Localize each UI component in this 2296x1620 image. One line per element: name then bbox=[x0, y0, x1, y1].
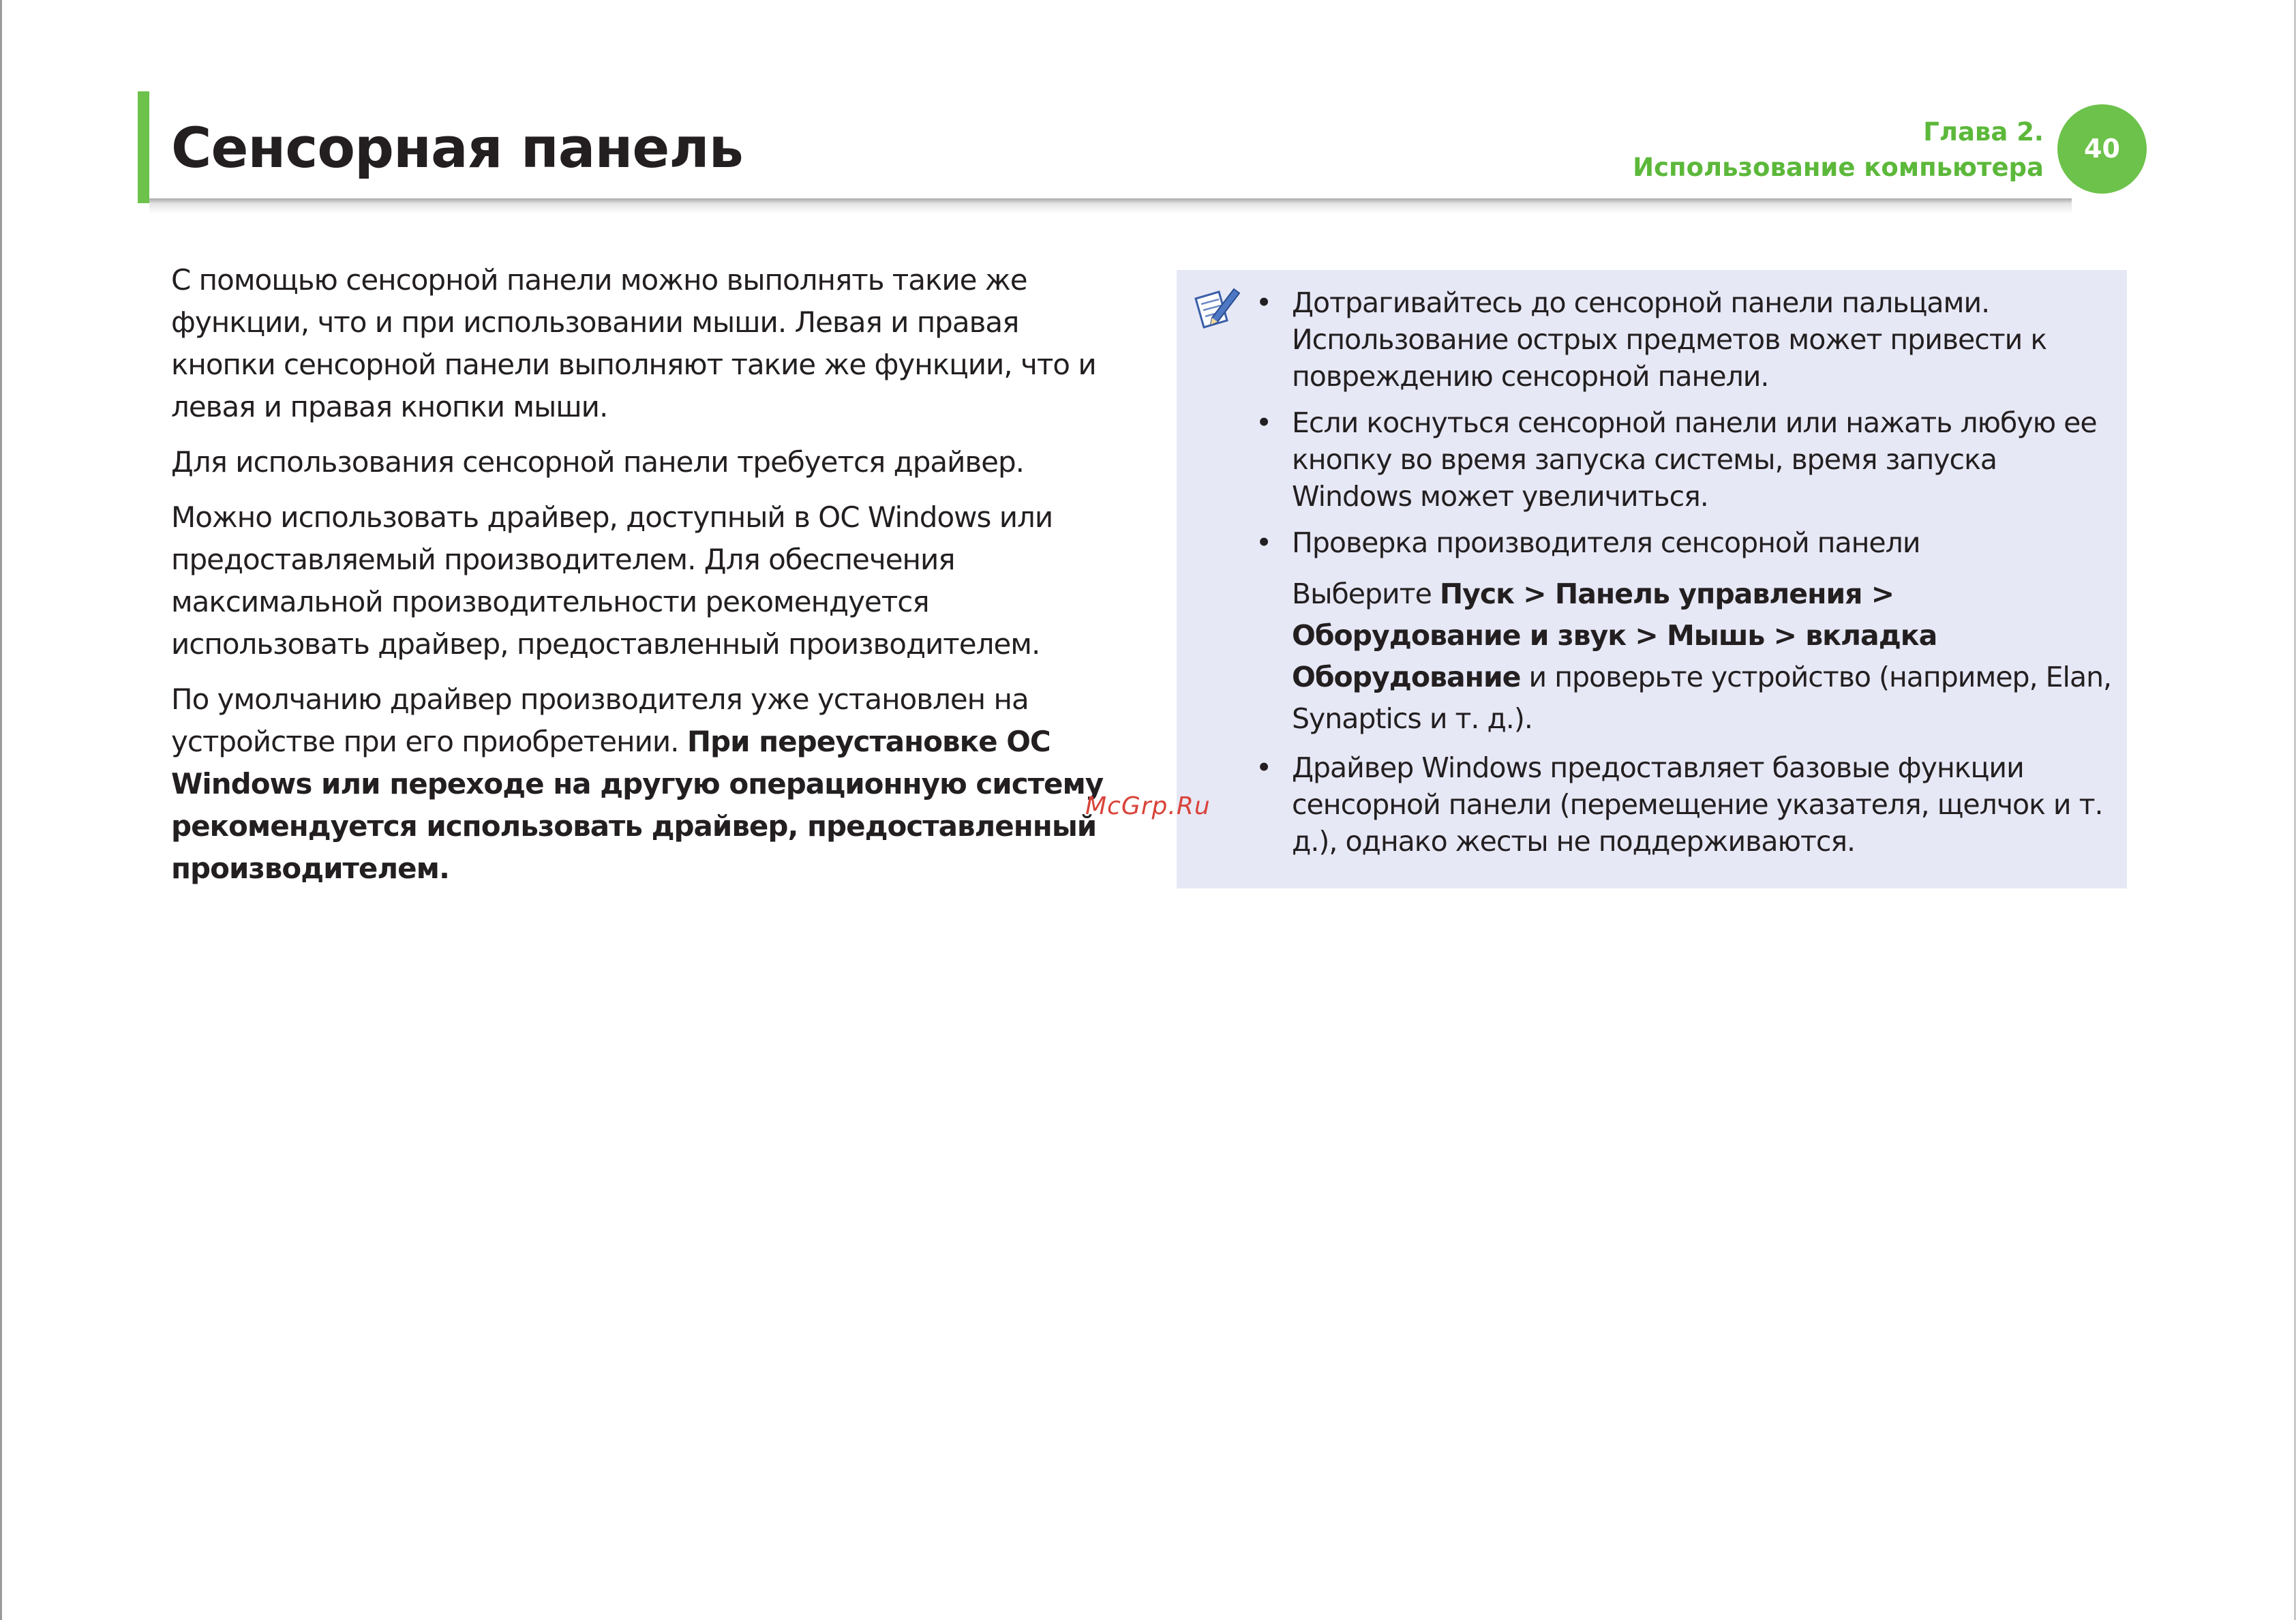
paragraph-driver-required: Для использования сенсорной панели требуется драйвер. bbox=[171, 445, 1025, 479]
note-list bbox=[1254, 284, 2112, 869]
paragraph-intro: С помощью сенсорной панели можно выполнять такие же функции, что и при использовании мыши. Левая и правая кнопки сенсорной панели выполняют такие же функции, что и левая и правая кнопки мыши. bbox=[171, 263, 1096, 423]
path-prefix: Выберите bbox=[1292, 578, 1432, 610]
note-item bbox=[1254, 284, 2112, 395]
note-subtext-path bbox=[1292, 573, 2112, 740]
default-driver-text: По умолчанию драйвер производителя уже установлен на устройстве при его приобретении. bbox=[171, 682, 1029, 758]
paragraph-driver-options: Можно использовать драйвер, доступный в ОС Windows или предоставляемый производителем. Для обеспечения максимальной производительности рекомендуется использовать драйвер, предоставленный производителем. bbox=[171, 500, 1053, 661]
chapter-label bbox=[1633, 115, 2044, 185]
note-text-windows-driver: Драйвер Windows предоставляет базовые функции сенсорной панели (перемещение указателя, щелчок и т. д.), однако жесты не поддерживаются. bbox=[1292, 751, 2103, 858]
body-text bbox=[171, 259, 1126, 903]
reinstall-warning: При переустановке ОС Windows или переходе на другую операционную систему рекомендуется использовать драйвер, предоставленный производителем. bbox=[171, 725, 1104, 885]
note-text-manufacturer-check: Проверка производителя сенсорной панели bbox=[1292, 526, 1920, 559]
path-rest: и проверьте устройство (например, Elan, Synaptics и т. д.). bbox=[1292, 661, 2112, 735]
bullet: • bbox=[1256, 286, 1272, 319]
page-title: Сенсорная панель bbox=[171, 117, 743, 181]
note-pencil-icon bbox=[1192, 285, 1243, 337]
bullet: • bbox=[1256, 406, 1272, 439]
title-accent-bar bbox=[138, 91, 149, 203]
page-number-badge: 40 bbox=[2057, 104, 2147, 194]
watermark: McGrp.Ru bbox=[1085, 792, 1211, 820]
page-border-left bbox=[0, 0, 2, 1620]
chapter-number: Глава 2. bbox=[1923, 117, 2044, 147]
header-divider bbox=[149, 198, 2072, 213]
bullet: • bbox=[1256, 751, 1272, 784]
note-text-startup: Если коснуться сенсорной панели или нажать любую ее кнопку во время запуска системы, время запуска Windows может увеличиться. bbox=[1292, 406, 2097, 513]
paragraph-default-driver bbox=[171, 678, 1126, 890]
note-item bbox=[1254, 524, 2112, 740]
note-item bbox=[1254, 749, 2112, 860]
chapter-title: Использование компьютера bbox=[1633, 153, 2044, 182]
note-text-fingers: Дотрагивайтесь до сенсорной панели пальцами. Использование острых предметов может привести к повреждению сенсорной панели. bbox=[1292, 286, 2047, 393]
bullet: • bbox=[1256, 526, 1272, 559]
note-item bbox=[1254, 404, 2112, 515]
path-navigation: Пуск > Панель управления > Оборудование и звук > Мышь > вкладка Оборудование bbox=[1292, 578, 1937, 693]
